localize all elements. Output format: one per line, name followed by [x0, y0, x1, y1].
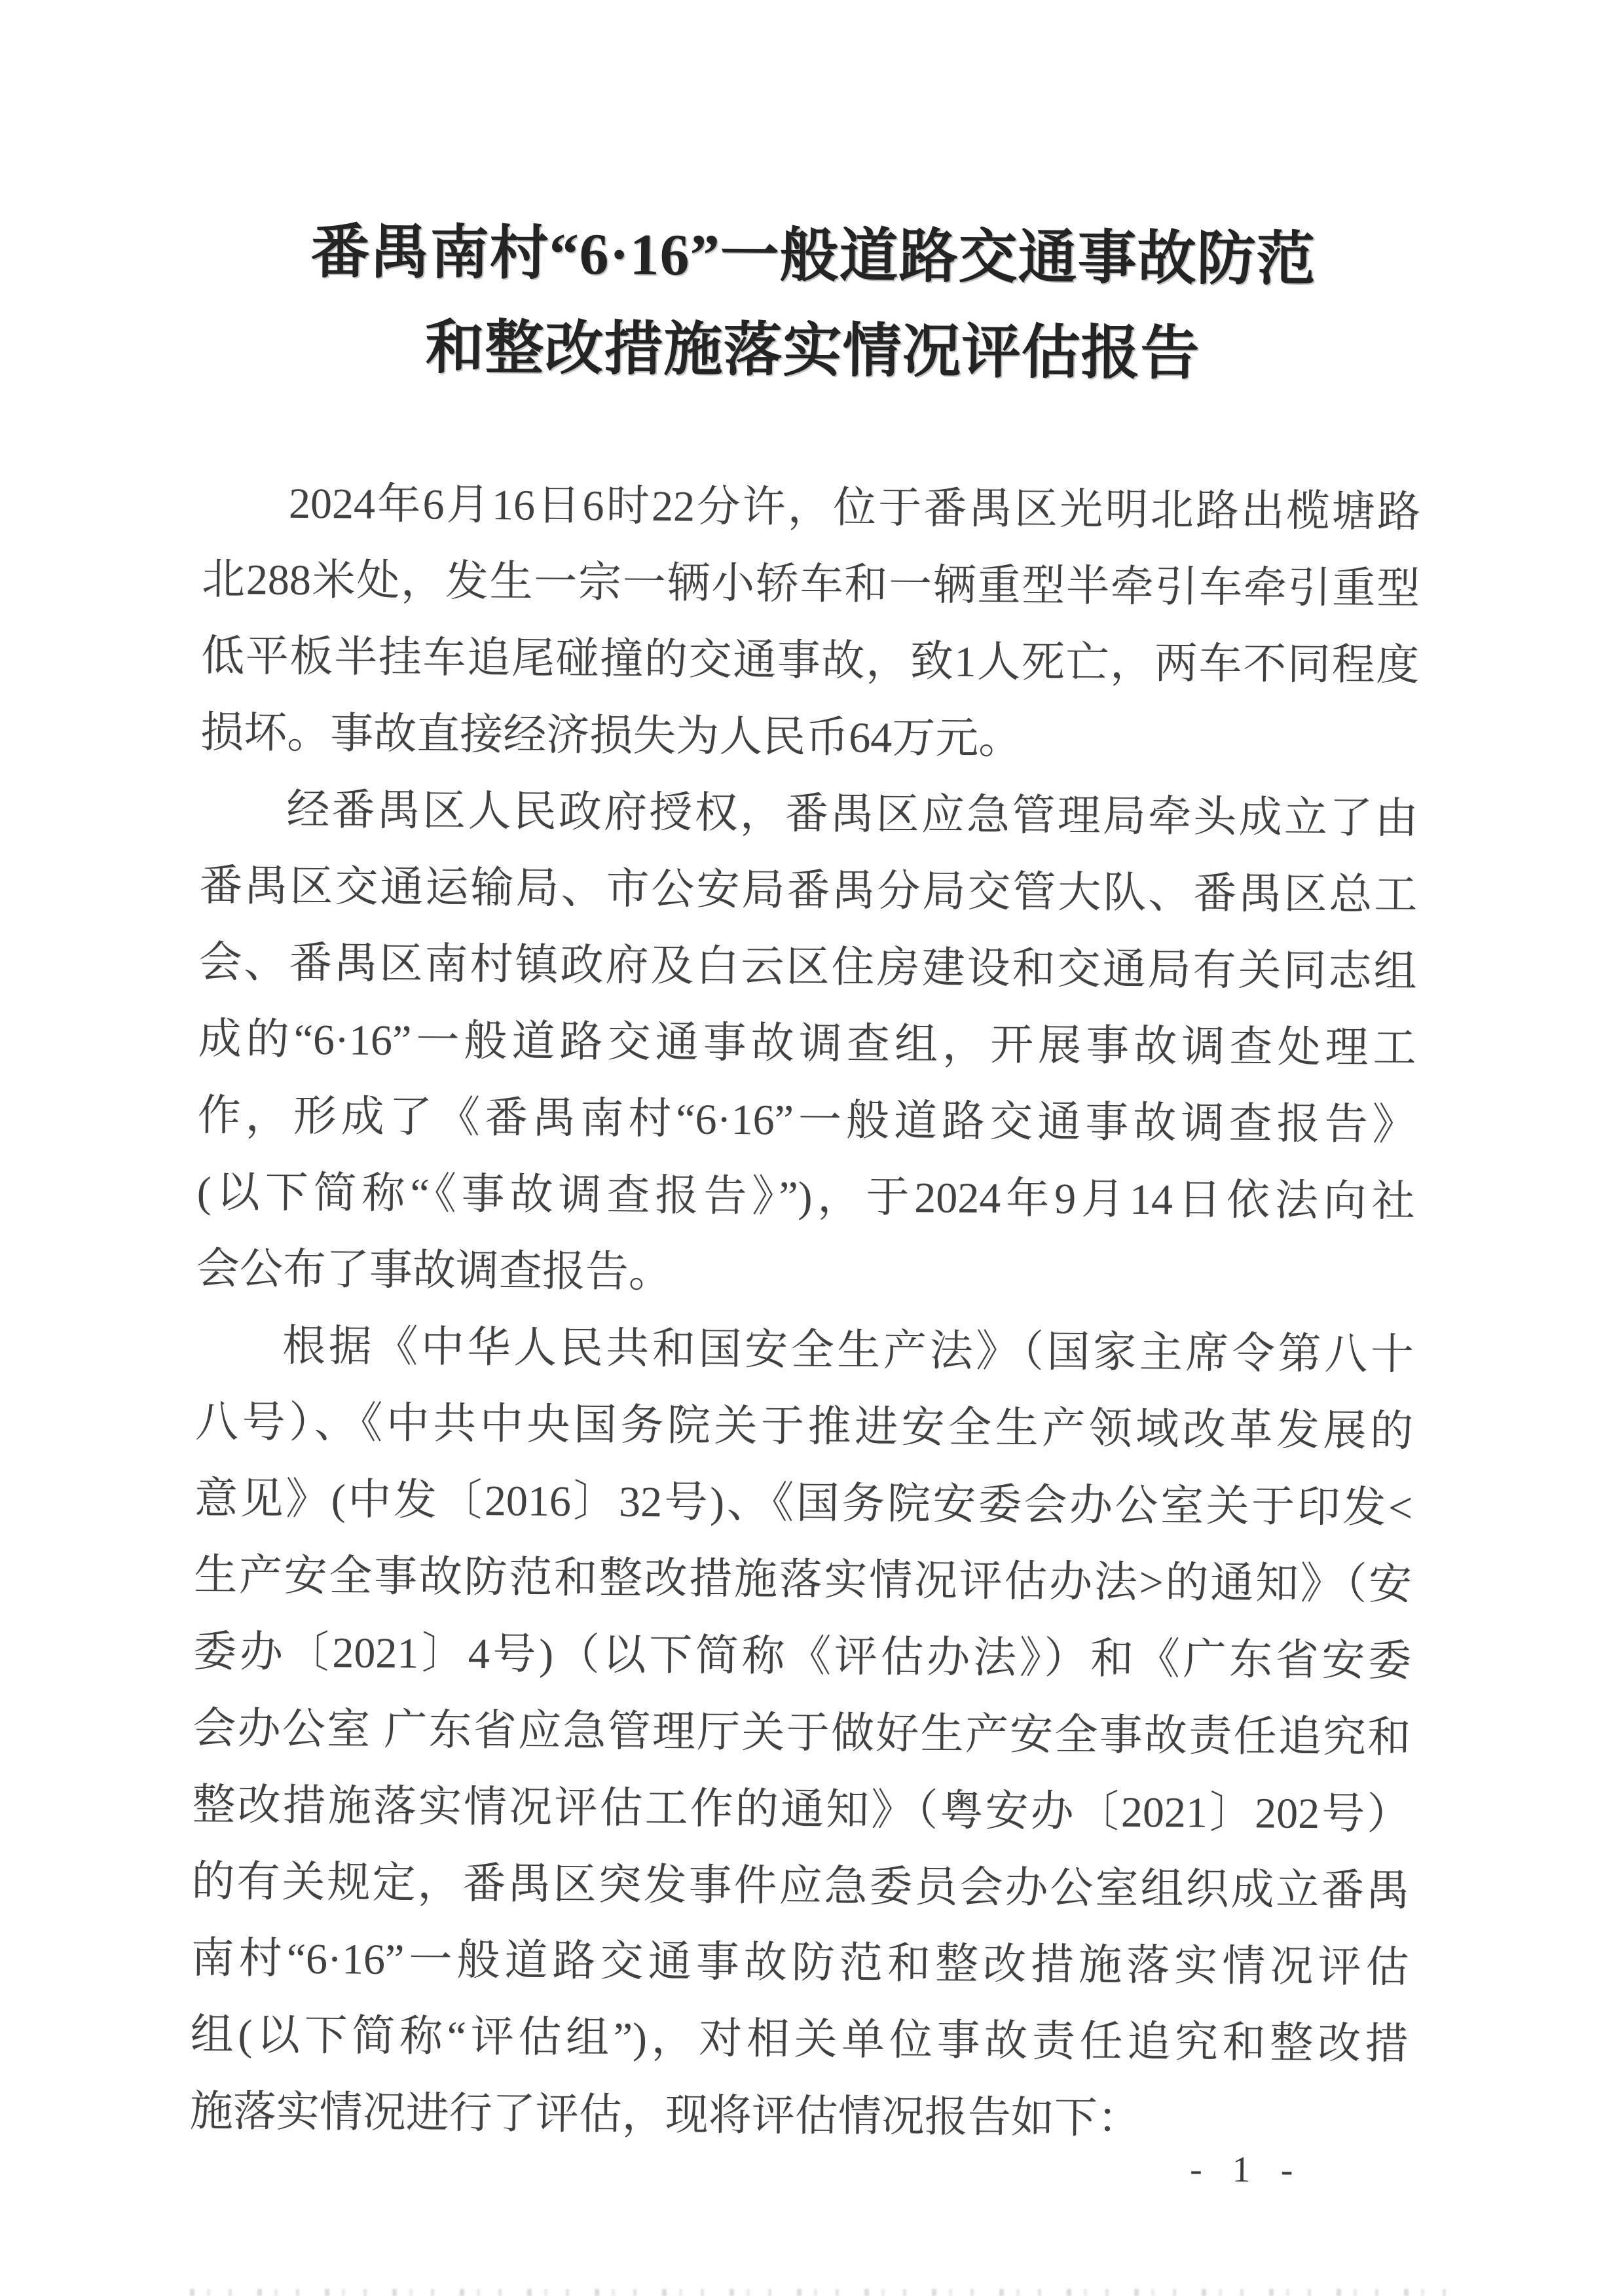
text-line: 会办公室 广东省应急管理厅关于做好生产安全事故责任追究和: [193, 1704, 1411, 1762]
text-line: 的有关规定，番禺区突发事件应急委员会办公室组织成立番禺: [191, 1857, 1410, 1916]
text-line: 组(以下简称“评估组”)，对相关单位事故责任追究和整改措: [190, 2011, 1409, 2069]
report-title: [203, 204, 1422, 404]
text-line: 整改措施落实情况评估工作的通知》（粤安办〔2021〕202号）: [192, 1781, 1411, 1839]
body-paragraph: [200, 465, 1421, 781]
text-line: 生产安全事故防范和整改措施落实情况评估办法>的通知》（安: [193, 1551, 1412, 1609]
text-line: 低平板半挂车追尾碰撞的交通事故，致1人死亡，两车不同程度: [200, 632, 1420, 690]
scan-artifact-bottom: [190, 2289, 1460, 2296]
text-line: 北288米处，发生一宗一辆小轿车和一辆重型半牵引车牵引重型: [201, 555, 1420, 613]
text-line: 成的“6·16”一般道路交通事故调查组，开展事故调查处理工: [198, 1015, 1416, 1073]
text-line: 委办〔2021〕4号)（以下简称《评估办法》）和《广东省安委: [193, 1628, 1412, 1686]
text-line: 损坏。事故直接经济损失为人民币64万元。: [200, 708, 1022, 763]
text-line: 会、番禺区南村镇政府及白云区住房建设和交通局有关同志组: [198, 938, 1417, 996]
text-line: 番禺区交通运输局、市公安局番禺分局交管大队、番禺区总工: [199, 862, 1418, 920]
text-line: 2024年6月16日6时22分许，位于番禺区光明北路出榄塘路: [288, 479, 1421, 537]
report-title-line-2: 和整改措施落实情况评估报告: [425, 316, 1200, 387]
text-line: 根据《中华人民共和国安全生产法》（国家主席令第八十: [282, 1322, 1414, 1379]
report-body: [189, 465, 1420, 2160]
text-line: 意见》(中发〔2016〕32号)、《国务院安委会办公室关于印发<: [194, 1474, 1413, 1533]
text-line: 会公布了事故调查报告。: [196, 1245, 673, 1297]
text-line: 八号）、《中共中央国务院关于推进安全生产领域改革发展的: [194, 1398, 1414, 1456]
text-line: (以下简称“《事故调查报告》”)，于2024年9月14日依法向社: [196, 1168, 1416, 1226]
body-paragraph: [189, 1307, 1414, 2160]
text-line: 作，形成了《番禺南村“6·16”一般道路交通事故调查报告》: [197, 1091, 1416, 1150]
report-title-line-1: 番禺南村“6·16”一般道路交通事故防范: [310, 219, 1316, 293]
text-line: 经番禺区人民政府授权，番禺区应急管理局牵头成立了由: [286, 786, 1418, 843]
text-line: 南村“6·16”一般道路交通事故防范和整改措施落实情况评估: [191, 1934, 1409, 1992]
text-line: 施落实情况进行了评估，现将评估情况报告如下：: [189, 2087, 1141, 2143]
page-number: - 1 -: [1189, 2149, 1304, 2191]
body-paragraph: [196, 771, 1418, 1317]
page-content: [189, 0, 1424, 2296]
